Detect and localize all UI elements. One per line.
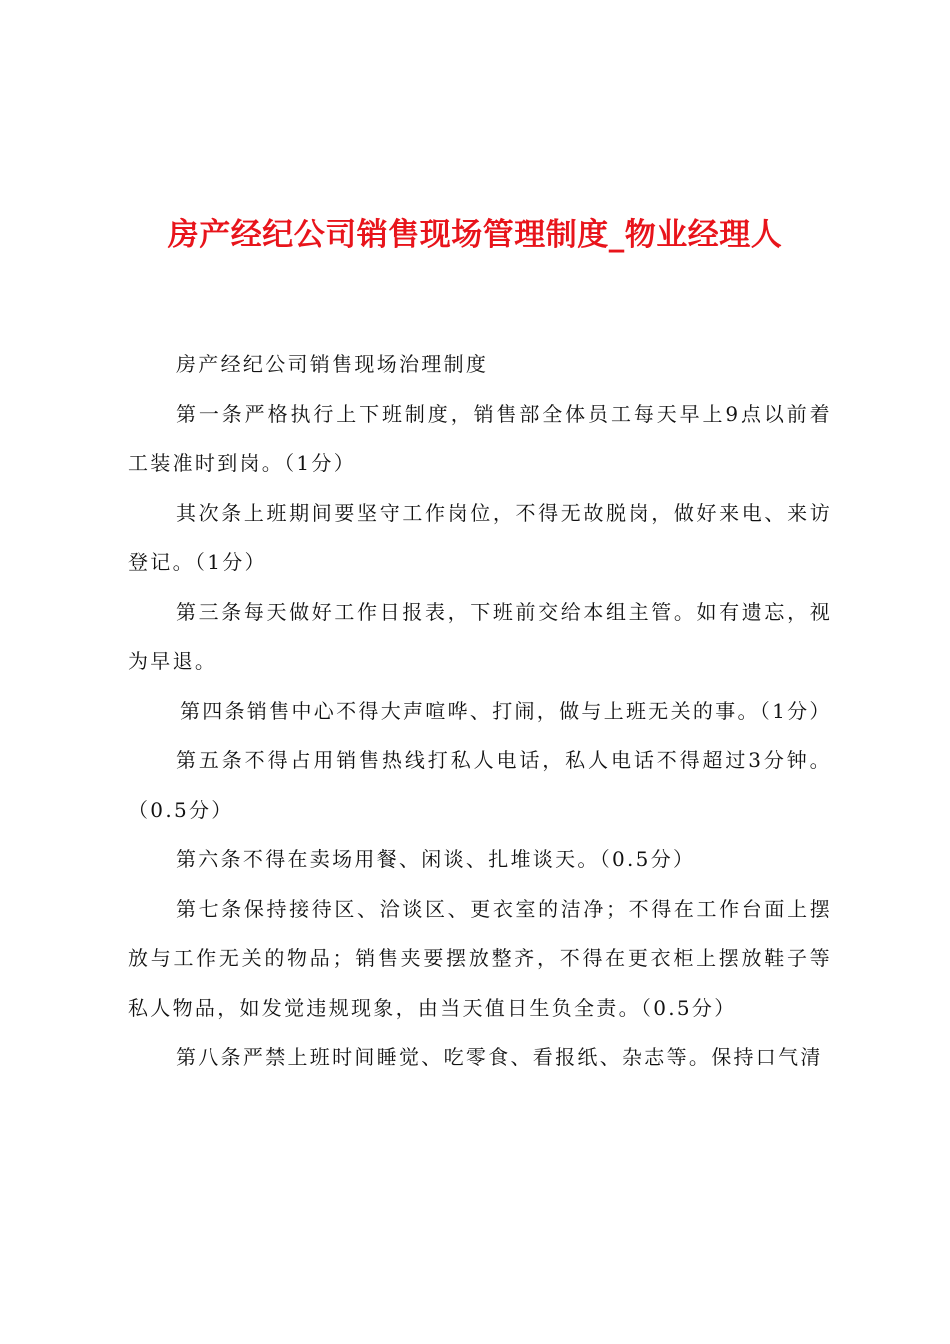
paragraph-article-2: 其次条上班期间要坚守工作岗位，不得无故脱岗，做好来电、来访登记。（1分） xyxy=(128,500,832,574)
paragraph-article-7: 第七条保持接待区、洽谈区、更衣室的洁净；不得在工作台面上摆放与工作无关的物品；销售夹要摆放整齐，不得在更衣柜上摆放鞋子等私人物品，如发觉违规现象，由当天值日生负全责。（0.5分） xyxy=(128,896,832,1020)
paragraph-heading: 房产经纪公司销售现场治理制度 xyxy=(176,352,489,376)
paragraph-article-3: 第三条每天做好工作日报表，下班前交给本组主管。如有遗忘，视为早退。 xyxy=(128,599,832,673)
paragraph-article-8: 第八条严禁上班时间睡觉、吃零食、看报纸、杂志等。保持口气清 xyxy=(176,1045,823,1069)
paragraph-article-5: 第五条不得占用销售热线打私人电话，私人电话不得超过3分钟。（0.5分） xyxy=(128,748,832,822)
document-body xyxy=(128,340,832,1083)
paragraph-article-1: 第一条严格执行上下班制度，销售部全体员工每天早上9点以前着工装准时到岗。（1分） xyxy=(128,401,832,475)
document-title: 房产经纪公司销售现场管理制度_物业经理人 xyxy=(167,217,783,253)
paragraph-article-6: 第六条不得在卖场用餐、闲谈、扎堆谈天。（0.5分） xyxy=(176,847,696,871)
paragraph-article-4: 第四条销售中心不得大声喧哗、打闹，做与上班无关的事。（1分） xyxy=(180,698,832,723)
